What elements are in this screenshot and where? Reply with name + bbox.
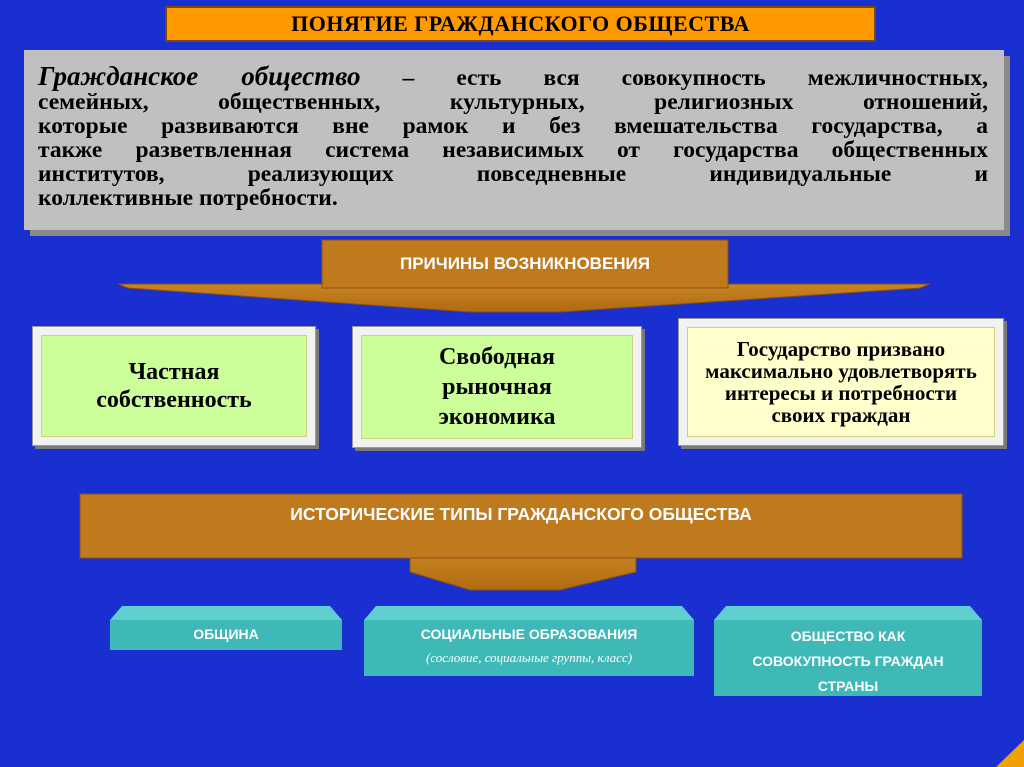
corner-decoration (996, 740, 1024, 767)
definition-line-5: институтов, реализующих повседневные индивидуальные и (38, 161, 988, 187)
type-title-3: ОБЩЕСТВО КАК СОВОКУПНОСТЬ ГРАЖДАН СТРАНЫ (752, 628, 944, 694)
type-card-1 (110, 620, 342, 650)
page-title: ПОНЯТИЕ ГРАЖДАНСКОГО ОБЩЕСТВА (165, 6, 876, 42)
type-title-1: ОБЩИНА (193, 626, 259, 642)
cause-card-2 (352, 326, 642, 448)
type-card-1-top (110, 606, 342, 620)
type-card-2 (364, 620, 694, 676)
type-card-3-top (714, 606, 982, 620)
cause-text-3: Государство призвано максимально удовлетворять интересы и потребности своих граждан (687, 327, 995, 437)
definition-line-1: – есть вся совокупность межличностных, (360, 65, 988, 91)
definition-line-3: которые развиваются вне рамок и без вмешательства государства, а (38, 113, 988, 139)
cause-text-1: Частная собственность (41, 335, 307, 437)
types-label: ИСТОРИЧЕСКИЕ ТИПЫ ГРАЖДАНСКОГО ОБЩЕСТВА (290, 503, 752, 524)
definition-line-2: семейных, общественных, культурных, религиозных отношений, (38, 89, 988, 115)
type-note-2: (сословие, социальные группы, класс) (425, 650, 633, 665)
type-card-3 (714, 620, 982, 696)
type-title-2: СОЦИАЛЬНЫЕ ОБРАЗОВАНИЯ (420, 626, 638, 642)
definition-term: Гражданское общество (38, 61, 361, 91)
causes-label: ПРИЧИНЫ ВОЗНИКНОВЕНИЯ (399, 254, 650, 273)
definition-line-4: также разветвленная система независимых от государства общественных (38, 137, 988, 163)
cause-text-2: Свободная рыночная экономика (361, 335, 633, 439)
cause-card-3 (678, 318, 1004, 446)
cause-card-1 (32, 326, 316, 446)
type-card-2-top (364, 606, 694, 620)
definition-line-6: коллективные потребности. (38, 185, 338, 211)
